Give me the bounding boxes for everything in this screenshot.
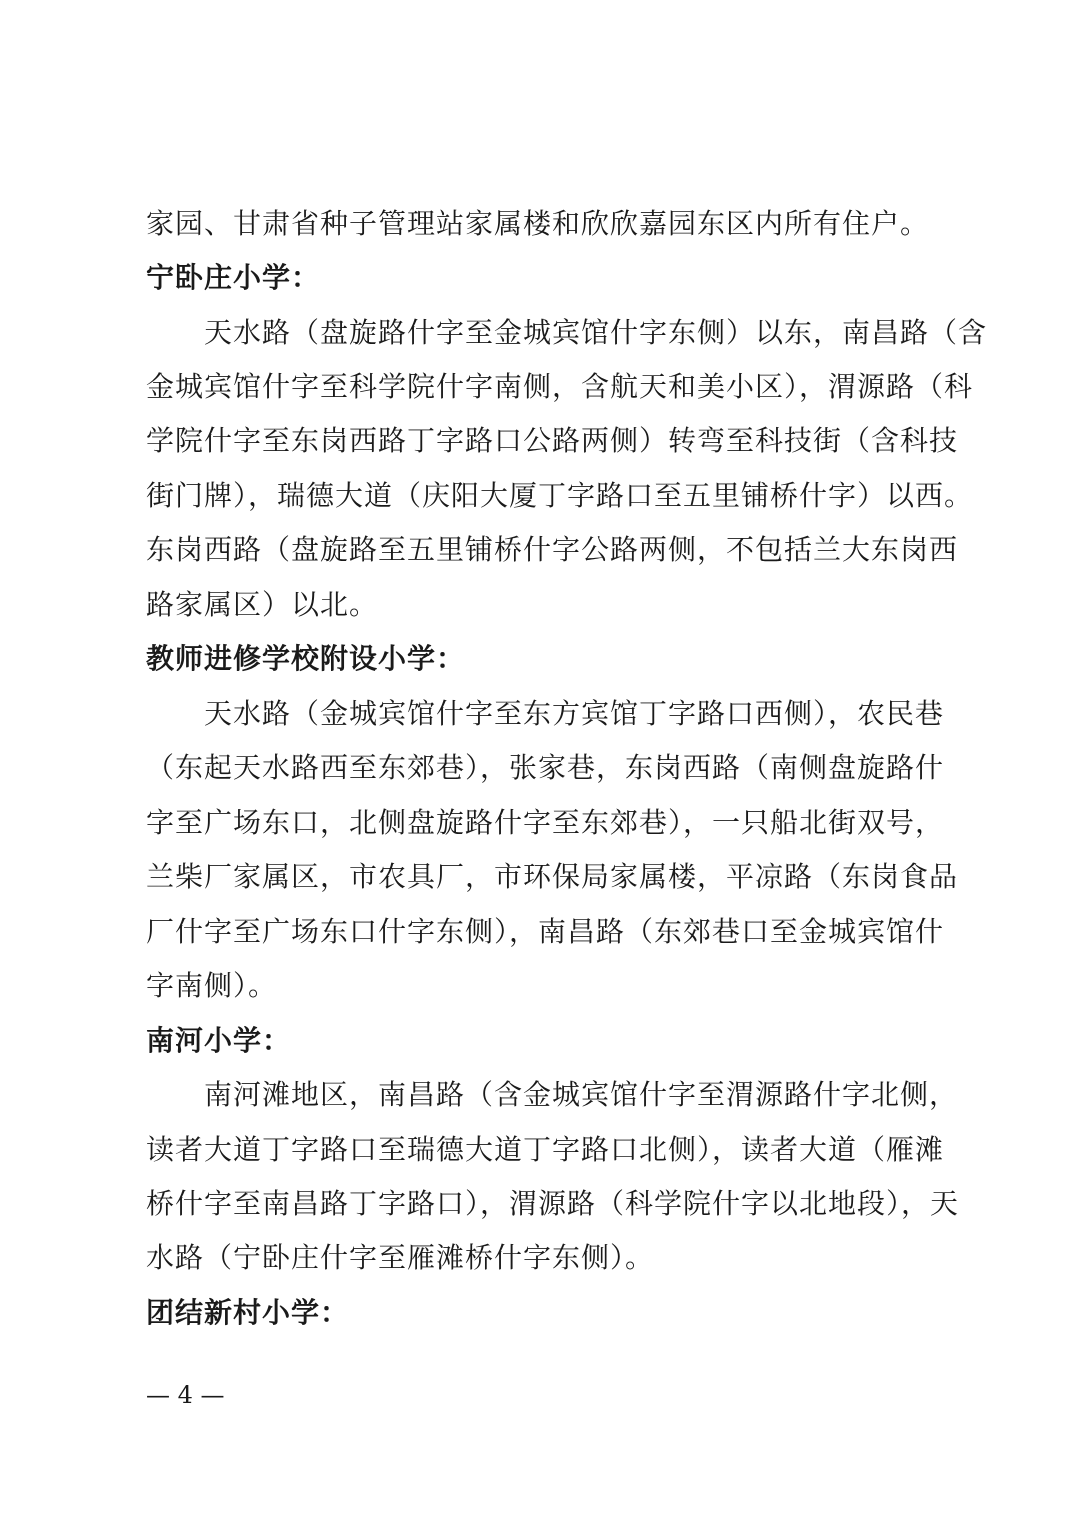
body-text-line: 金城宾馆什字至科学院什字南侧，含航天和美小区），渭源路（科	[146, 370, 974, 403]
body-text-line: 字南侧）。	[146, 969, 278, 1002]
body-text-line: 东岗西路（盘旋路至五里铺桥什字公路两侧，不包括兰大东岗西	[146, 533, 959, 566]
body-text-line: 水路（宁卧庄什字至雁滩桥什字东侧）。	[146, 1241, 655, 1274]
body-text-line: 街门牌），瑞德大道（庆阳大厦丁字路口至五里铺桥什字）以西。	[146, 479, 974, 512]
body-text-line: 厂什字至广场东口什字东侧），南昌路（东郊巷口至金城宾馆什	[146, 915, 945, 948]
section-heading: 南河小学：	[146, 1024, 292, 1057]
body-text-line: 桥什字至南昌路丁字路口），渭源路（科学院什字以北地段），天	[146, 1187, 960, 1220]
body-text-line: （东起天水路西至东郊巷），张家巷，东岗西路（南侧盘旋路什	[146, 751, 945, 784]
body-text-line: 学院什字至东岗西路丁字路口公路两侧）转弯至科技街（含科技	[146, 424, 959, 457]
body-text-line: 天水路（金城宾馆什字至东方宾馆丁字路口西侧），农民巷	[204, 697, 945, 730]
section-heading: 宁卧庄小学：	[146, 261, 321, 294]
body-text-line: 路家属区）以北。	[146, 588, 379, 621]
body-text-line: 兰柴厂家属区，市农具厂，市环保局家属楼，平凉路（东岗食品	[146, 860, 959, 893]
section-heading: 教师进修学校附设小学：	[146, 642, 466, 675]
page-number: — 4 —	[146, 1381, 225, 1409]
body-text-line: 读者大道丁字路口至瑞德大道丁字路口北侧），读者大道（雁滩	[146, 1133, 945, 1166]
body-text-line: 字至广场东口，北侧盘旋路什字至东郊巷），一只船北街双号，	[146, 806, 945, 839]
body-text-line: 南河滩地区，南昌路（含金城宾馆什字至渭源路什字北侧，	[204, 1078, 959, 1111]
body-text-line: 天水路（盘旋路什字至金城宾馆什字东侧）以东，南昌路（含	[204, 316, 988, 349]
section-heading: 团结新村小学：	[146, 1296, 350, 1329]
body-text-line: 家园、甘肃省种子管理站家属楼和欣欣嘉园东区内所有住户。	[146, 207, 930, 240]
